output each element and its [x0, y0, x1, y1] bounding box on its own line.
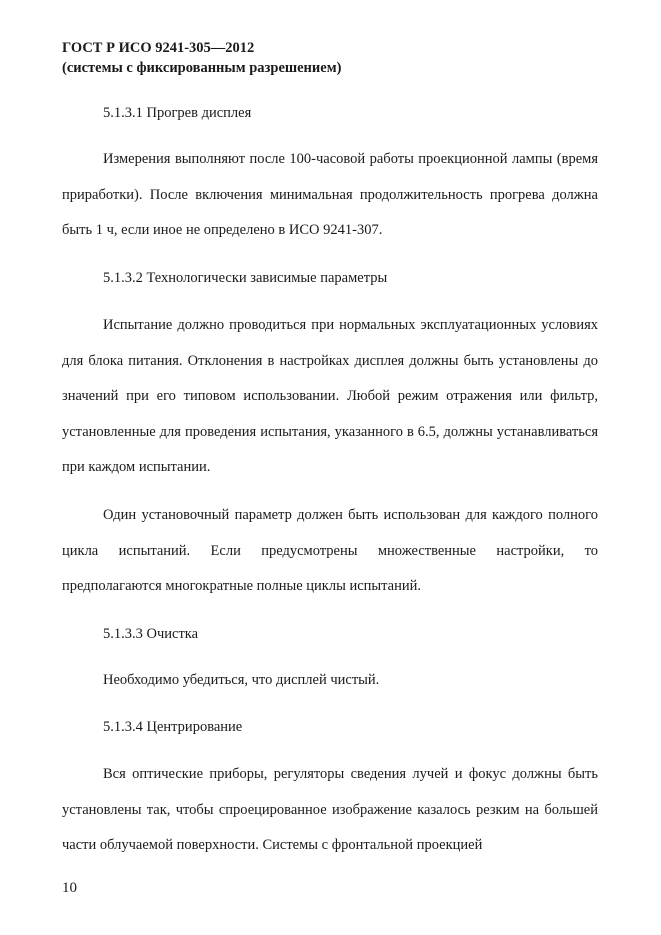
- paragraph-warmup: Измерения выполняют после 100-часовой работы проекционной лампы (время приработки). После включения минимальная продолжительность прогрева должна быть 1 ч, если иное не определено в ИСО 9241-307.: [62, 151, 598, 238]
- standard-title: ГОСТ Р ИСО 9241-305—2012: [62, 40, 255, 56]
- paragraph-centering: Вся оптические приборы, регуляторы сведения лучей и фокус должны быть установлены так, чтобы спроецированное изображение казалось резким на большей части облучаемой поверхности. Системы с фронтальной проекцией: [62, 766, 598, 853]
- section-heading-5-1-3-4: 5.1.3.4 Центрирование: [103, 719, 243, 735]
- standard-subtitle: (системы с фиксированным разрешением): [62, 60, 342, 76]
- paragraph-settings: Один установочный параметр должен быть использован для каждого полного цикла испытаний. Если предусмотрены множественные настройки, то предполагаются многократные полные циклы испытаний.: [62, 507, 598, 594]
- section-heading-5-1-3-3: 5.1.3.3 Очистка: [103, 626, 199, 642]
- document-header: [62, 38, 341, 78]
- page-number: 10: [62, 880, 77, 896]
- paragraph-test-conditions: Испытание должно проводиться при нормальных эксплуатационных условиях для блока питания. Отклонения в настройках дисплея должны быть установлены до значений при его типовом использовании. Любой режим отражения или фильтр, установленные для проведения испытания, указанного в 6.5, должны устанавливаться при каждом испытании.: [62, 317, 598, 475]
- section-heading-5-1-3-2: 5.1.3.2 Технологически зависимые параметры: [103, 270, 388, 286]
- section-heading-5-1-3-1: 5.1.3.1 Прогрев дисплея: [103, 105, 252, 121]
- paragraph-cleaning: Необходимо убедиться, что дисплей чистый.: [103, 672, 380, 688]
